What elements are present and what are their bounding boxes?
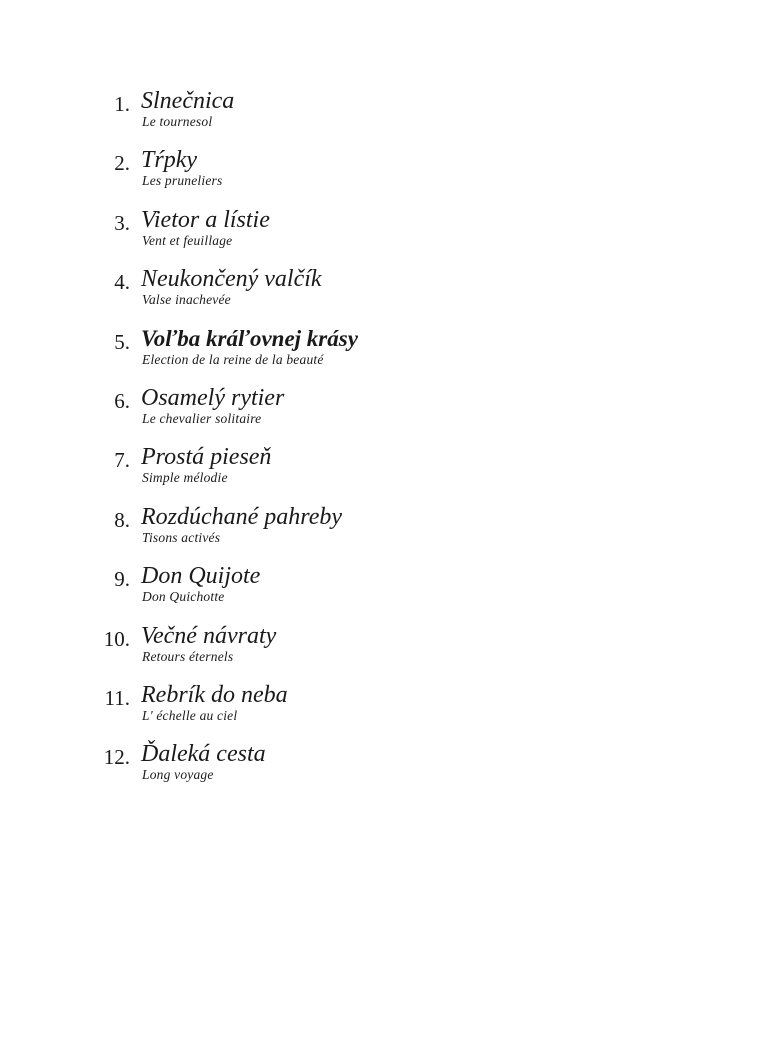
entry-title: Ďaleká cesta xyxy=(141,741,266,768)
entry-title: Večné návraty xyxy=(141,622,277,649)
toc-entry xyxy=(0,737,776,796)
entry-subtitle: L' échelle au ciel xyxy=(142,707,238,723)
entry-number: 6. xyxy=(114,388,130,413)
entry-title: Vietor a lístie xyxy=(141,206,270,233)
toc-entry xyxy=(0,84,776,143)
toc-entry xyxy=(0,619,776,678)
toc-entry xyxy=(0,322,776,381)
toc-entry xyxy=(0,143,776,202)
entry-title: Slnečnica xyxy=(141,88,235,114)
entry-subtitle: Valse inachevée xyxy=(142,292,231,308)
entry-number: 4. xyxy=(114,270,130,295)
entry-number: 5. xyxy=(114,329,130,354)
entry-subtitle: Retours éternels xyxy=(142,648,234,664)
toc-entry xyxy=(0,381,776,440)
entry-title: Rozdúchané pahreby xyxy=(141,503,343,530)
entry-title: Neukončený valčík xyxy=(141,266,322,293)
entry-title: Don Quijote xyxy=(141,563,261,590)
entry-title: Tŕpky xyxy=(141,147,197,174)
entry-subtitle: Long voyage xyxy=(142,767,214,783)
entry-number: 7. xyxy=(114,448,130,473)
table-of-contents xyxy=(0,84,776,797)
entry-number: 11. xyxy=(104,685,130,710)
entry-title: Prostá pieseň xyxy=(141,444,272,471)
toc-entry xyxy=(0,678,776,737)
toc-entry xyxy=(0,500,776,559)
toc-entry xyxy=(0,559,776,618)
entry-title: Osamelý rytier xyxy=(141,384,285,411)
entry-number: 10. xyxy=(103,626,130,651)
entry-subtitle: Le chevalier solitaire xyxy=(142,410,262,426)
entry-subtitle: Le tournesol xyxy=(142,114,213,129)
entry-title: Voľba kráľovnej krásy xyxy=(141,325,358,351)
entry-number: 1. xyxy=(114,92,130,116)
toc-entry xyxy=(0,440,776,499)
entry-number: 12. xyxy=(103,745,130,770)
entry-subtitle: Election de la reine de la beauté xyxy=(142,351,324,367)
entry-subtitle: Vent et feuillage xyxy=(142,232,233,248)
entry-subtitle: Simple mélodie xyxy=(142,470,228,486)
entry-number: 3. xyxy=(114,210,130,235)
entry-number: 9. xyxy=(114,567,130,592)
entry-number: 2. xyxy=(114,151,130,176)
entry-subtitle: Don Quichotte xyxy=(142,589,225,605)
entry-number: 8. xyxy=(114,507,130,532)
toc-entry xyxy=(0,203,776,262)
entry-title: Rebrík do neba xyxy=(141,681,288,708)
toc-entry xyxy=(0,262,776,321)
entry-subtitle: Tisons activés xyxy=(142,529,221,545)
entry-subtitle: Les pruneliers xyxy=(142,173,223,189)
